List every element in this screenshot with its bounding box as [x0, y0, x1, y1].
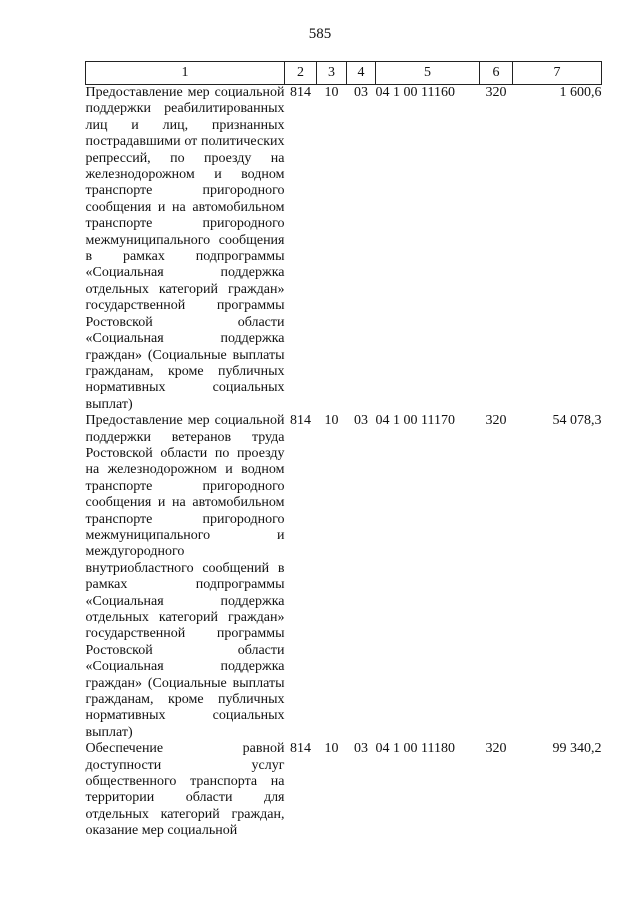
- row-ministry-code: 814: [290, 85, 311, 100]
- table-header-row: [86, 62, 602, 85]
- row-section: 10: [324, 741, 339, 757]
- header-col-1: 1: [86, 62, 285, 85]
- row-ministry-code: 814: [290, 741, 311, 757]
- row-amount: 99 340,2: [552, 741, 602, 757]
- row-amount: 1 600,6: [559, 85, 602, 100]
- row-ministry-code: 814: [290, 413, 311, 429]
- row-section: 10: [324, 85, 339, 100]
- row-subsection: 03: [354, 85, 368, 100]
- row-amount: 54 078,3: [552, 413, 602, 429]
- row-description: Обеспечение равной доступности услуг общественного транспорта на территории области для отдельных категорий граждан, оказание мер социальной: [85, 741, 285, 839]
- budget-table: [85, 61, 602, 840]
- header-col-7: 7: [513, 62, 602, 85]
- row-subsection: 03: [354, 741, 368, 757]
- row-description: Предоставление мер социальной поддержки ветеранов труда Ростовской области по проезду на железнодорожном и водном транспорте пригородного сообщения и на автомобильном транспорте пригородного межмуниципального и междугородного внутриобластного сообщений в рамках подпрограммы «Социальная поддержка отдельных категорий граждан» государственной программы Ростовской области «Социальная поддержка граждан» (Социальные выплаты гражданам, кроме публичных нормативных социальных выплат): [85, 413, 285, 740]
- row-target-article: 04 1 00 11160: [375, 85, 455, 100]
- row-expense-type: 320: [485, 413, 507, 429]
- row-section: 10: [324, 413, 339, 429]
- header-col-5: 5: [376, 62, 480, 85]
- row-expense-type: 320: [485, 741, 507, 757]
- table-row: [86, 413, 602, 741]
- row-target-article: 04 1 00 11180: [375, 741, 455, 757]
- header-col-3: 3: [317, 62, 347, 85]
- header-col-6: 6: [480, 62, 513, 85]
- row-subsection: 03: [354, 413, 368, 429]
- row-target-article: 04 1 00 11170: [375, 413, 455, 429]
- row-description: Предоставление мер социальной поддержки реабилитированных лиц и лиц, признанных пострадавшими от политических репрессий, по проезду на железнодорожном и водном транспорте пригородного сообщения и на автомобильном транспорте пригородного межмуниципального сообщения в рамках подпрограммы «Социальная поддержка отдельных категорий граждан» государственной программы Ростовской области «Социальная поддержка граждан» (Социальные выплаты гражданам, кроме публичных нормативных социальных выплат): [85, 85, 285, 412]
- header-col-2: 2: [285, 62, 317, 85]
- table-row: [86, 741, 602, 839]
- header-col-4: 4: [347, 62, 376, 85]
- table-row: [86, 85, 602, 414]
- page-number: 585: [308, 26, 332, 42]
- row-expense-type: 320: [485, 85, 507, 100]
